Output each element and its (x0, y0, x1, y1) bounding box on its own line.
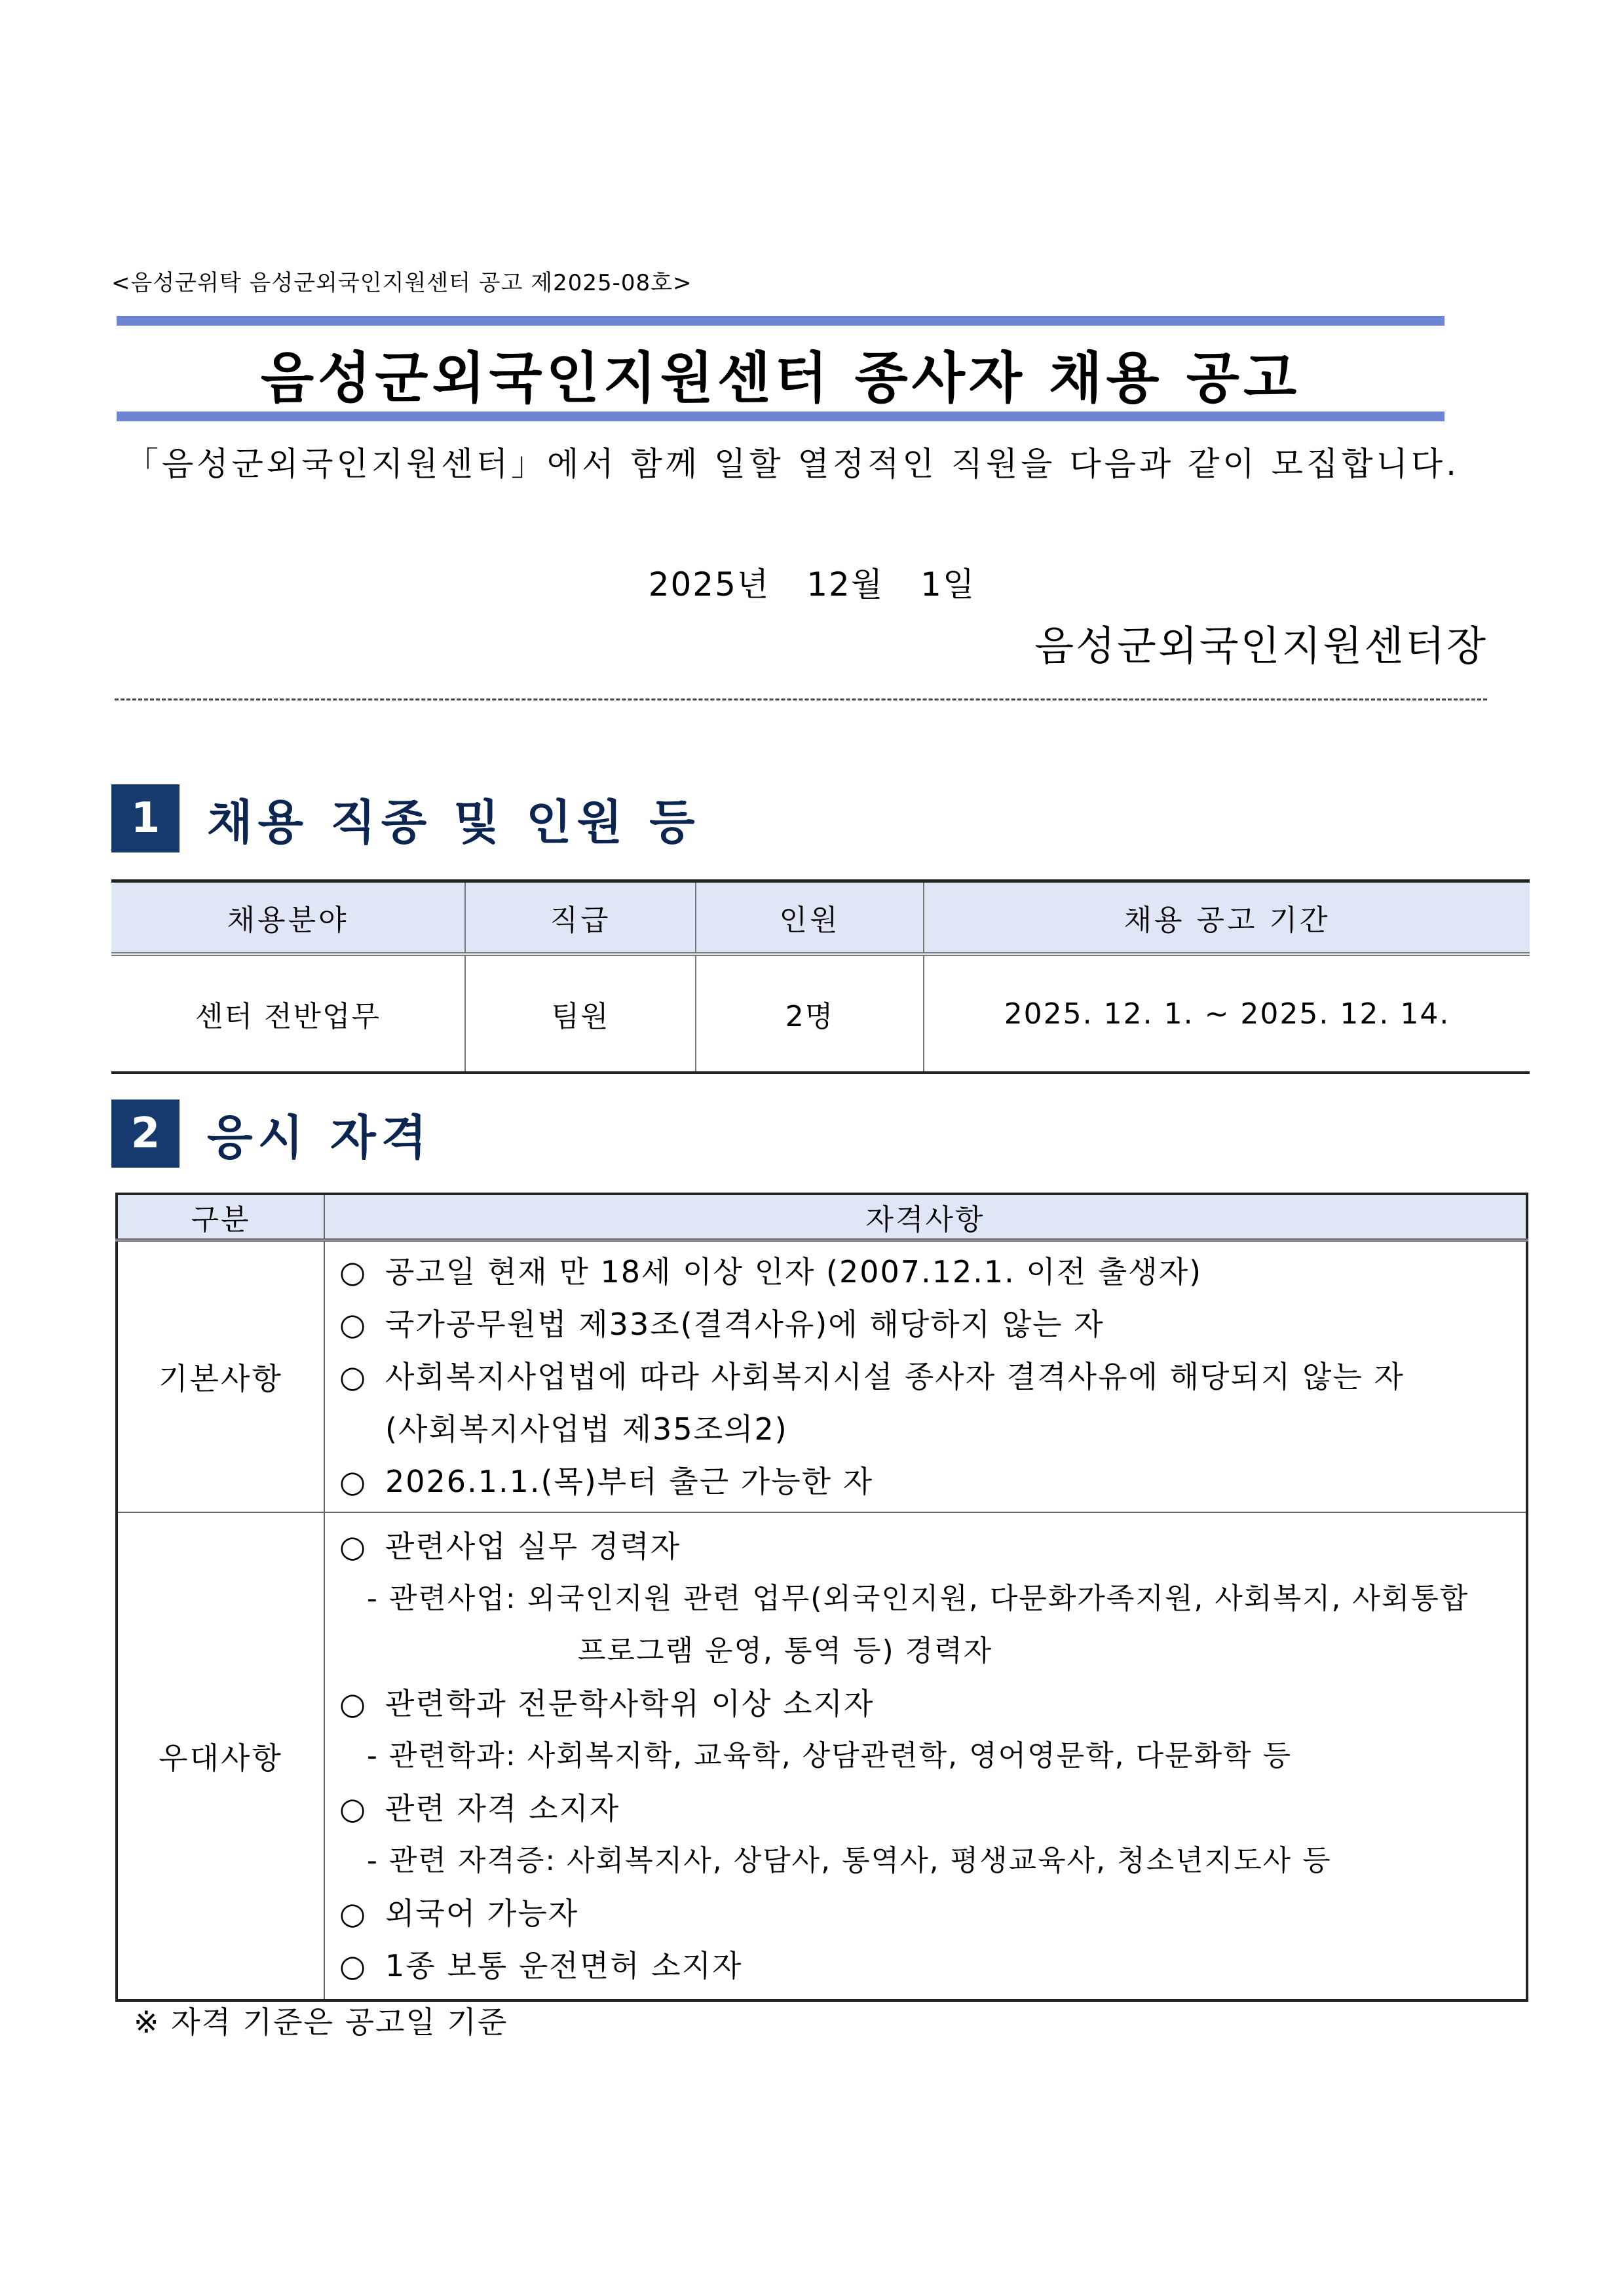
basic-items (324, 1240, 1527, 1513)
header-category: 구분 (117, 1194, 324, 1240)
list-item (339, 1246, 1513, 1298)
circle-bullet-icon: ○ (339, 1359, 368, 1394)
list-item (339, 1782, 1513, 1835)
list-item (339, 1298, 1513, 1350)
recruitment-table (111, 879, 1530, 1074)
circle-bullet-icon: ○ (339, 1254, 368, 1290)
list-item (339, 1887, 1513, 1940)
cell-period: 2025. 12. 1. ~ 2025. 12. 14. (924, 954, 1530, 1073)
circle-bullet-icon: ○ (339, 1896, 368, 1931)
cell-headcount: 2명 (696, 954, 924, 1073)
category-preferred: 우대사항 (117, 1512, 324, 2000)
item-text: 공고일 현재 만 18세 이상 인자 (2007.12.1. 이전 출생자) (385, 1254, 1203, 1290)
list-item (339, 1520, 1513, 1573)
item-text: 국가공무원법 제33조(결격사유)에 해당하지 않는 자 (385, 1307, 1105, 1342)
header-period: 채용 공고 기간 (924, 881, 1530, 955)
signer: 음성군외국인지원센터장 (1034, 622, 1488, 670)
list-subitem: - 관련 자격증: 사회복지사, 상담사, 통역사, 평생교육사, 청소년지도사 등 (367, 1844, 1332, 1877)
date-year: 2025년 (648, 565, 770, 603)
cell-rank: 팀원 (465, 954, 696, 1073)
list-subitem-continuation: 프로그램 운영, 통역 등) 경력자 (578, 1634, 993, 1668)
circle-bullet-icon: ○ (339, 1307, 368, 1342)
title-top-bar (117, 316, 1445, 326)
list-item (339, 1455, 1513, 1508)
item-text: 관련사업 실무 경력자 (385, 1529, 681, 1564)
qualification-table (115, 1193, 1528, 2002)
section-2-number: 2 (111, 1100, 179, 1168)
title-bottom-bar (117, 411, 1445, 421)
date-day: 1일 (920, 565, 976, 603)
section-1-heading (111, 784, 700, 852)
list-item (339, 1940, 1513, 1992)
preferred-items (324, 1512, 1527, 2000)
notice-number: <음성군위탁 음성군외국인지원센터 공고 제2025-08호> (111, 270, 692, 296)
header-qualification: 자격사항 (324, 1194, 1527, 1240)
item-text: 관련학과 전문학사학위 이상 소지자 (385, 1686, 875, 1721)
table-row (111, 954, 1530, 1073)
footnote: ※ 자격 기준은 공고일 기준 (134, 2004, 508, 2040)
list-item (339, 1677, 1513, 1730)
section-2-heading (111, 1100, 432, 1168)
header-headcount: 인원 (696, 881, 924, 955)
header-rank: 직급 (465, 881, 696, 955)
circle-bullet-icon: ○ (339, 1791, 368, 1826)
table-row-preferred (117, 1512, 1527, 2000)
category-basic: 기본사항 (117, 1240, 324, 1513)
item-text: 외국어 가능자 (385, 1896, 579, 1931)
table-row-basic (117, 1240, 1527, 1513)
item-text: 관련 자격 소지자 (385, 1791, 620, 1826)
date-month: 12월 (806, 565, 884, 603)
page-title: 음성군외국인지원센터 종사자 채용 공고 (260, 346, 1301, 410)
item-text: 2026.1.1.(목)부터 출근 가능한 자 (385, 1464, 874, 1499)
cell-field: 센터 전반업무 (111, 954, 465, 1073)
item-text: 사회복지사업법에 따라 사회복지시설 종사자 결격사유에 해당되지 않는 자 (385, 1359, 1405, 1394)
circle-bullet-icon: ○ (339, 1948, 368, 1983)
table-header-row (117, 1194, 1527, 1240)
dashed-divider (115, 698, 1487, 700)
section-1-title: 채용 직종 및 인원 등 (207, 795, 700, 850)
circle-bullet-icon: ○ (339, 1529, 368, 1564)
item-text: 1종 보통 운전면허 소지자 (385, 1948, 743, 1983)
circle-bullet-icon: ○ (339, 1464, 368, 1499)
intro-text: 「음성군외국인지원센터」에서 함께 일할 열정적인 직원을 다음과 같이 모집합니다. (126, 445, 1460, 483)
announcement-date (0, 558, 1624, 605)
list-item (339, 1350, 1513, 1403)
section-1-number: 1 (111, 784, 179, 852)
list-item-continuation: (사회복지사업법 제35조의2) (385, 1411, 788, 1447)
header-field: 채용분야 (111, 881, 465, 955)
list-subitem: - 관련사업: 외국인지원 관련 업무(외국인지원, 다문화가족지원, 사회복지, 사회통합 (367, 1582, 1469, 1615)
circle-bullet-icon: ○ (339, 1686, 368, 1721)
table-header-row (111, 881, 1530, 955)
list-subitem: - 관련학과: 사회복지학, 교육학, 상담관련학, 영어영문학, 다문화학 등 (367, 1739, 1293, 1772)
section-2-title: 응시 자격 (207, 1110, 432, 1165)
